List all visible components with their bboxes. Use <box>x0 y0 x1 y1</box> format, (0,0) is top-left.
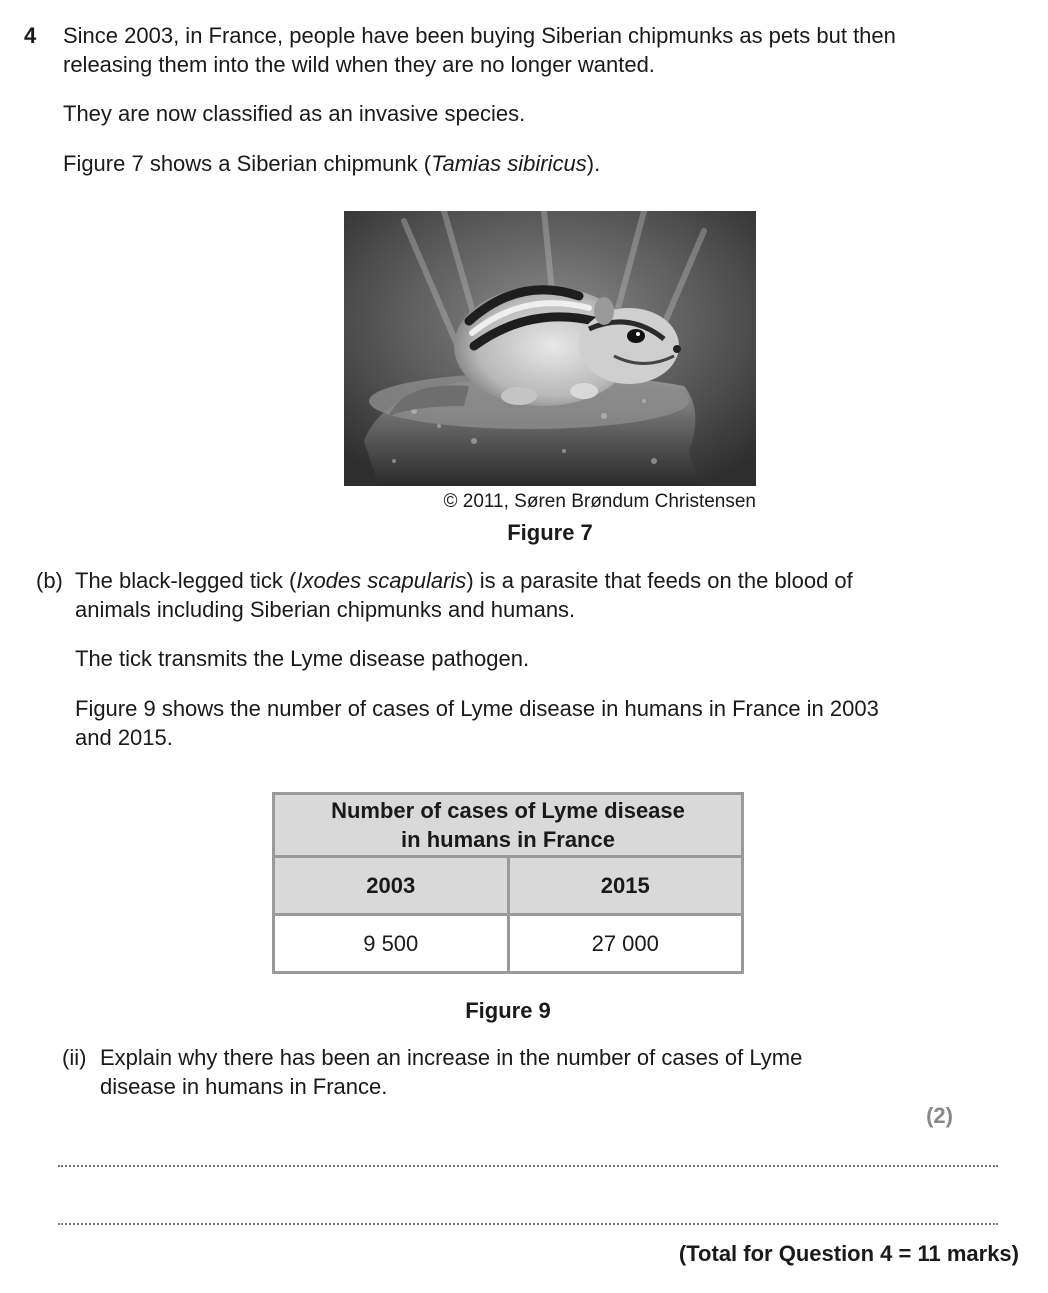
figure7-caption: Figure 7 <box>507 520 593 545</box>
figure9-caption: Figure 9 <box>465 998 551 1023</box>
question-number: 4 <box>24 23 37 48</box>
part-b-line-1-before: The black-legged tick ( <box>75 568 297 593</box>
column-header-2015: 2015 <box>508 857 743 915</box>
part-b-line-1 <box>75 566 955 595</box>
part-b-label: (b) <box>36 568 63 593</box>
figure9-intro-line-1: Figure 9 shows the number of cases of Lyme disease in humans in France in 2003 <box>75 696 879 721</box>
answer-line[interactable] <box>58 1165 998 1167</box>
table-header-row <box>274 857 743 915</box>
figure7-intro <box>63 149 963 178</box>
chipmunk-photo <box>344 211 756 486</box>
figure7-intro-after: ). <box>586 151 601 176</box>
table-title-line-1: Number of cases of Lyme disease <box>331 798 685 823</box>
tick-species: Ixodes scapularis <box>296 568 467 593</box>
table-title-line-2: in humans in France <box>401 827 615 852</box>
chipmunk-illustration <box>344 211 756 486</box>
figure7-intro-before: Figure 7 shows a Siberian chipmunk ( <box>63 151 432 176</box>
column-header-2003: 2003 <box>274 857 509 915</box>
table-title-row <box>274 794 743 857</box>
answer-line[interactable] <box>58 1223 998 1225</box>
intro-line-1: Since 2003, in France, people have been buying Siberian chipmunks as pets but then <box>63 23 896 48</box>
total-marks: (Total for Question 4 = 11 marks) <box>678 1241 1019 1266</box>
part-b-paragraph <box>75 566 955 624</box>
part-ii-question <box>100 1043 880 1101</box>
figure9-intro-line-2: and 2015. <box>75 725 173 750</box>
intro-paragraph <box>63 21 963 79</box>
figure7-species: Tamias sibiricus <box>431 151 587 176</box>
marks-badge: (2) <box>926 1103 953 1128</box>
part-ii-line-2: disease in humans in France. <box>100 1074 388 1099</box>
figure9-intro <box>75 694 955 752</box>
intro-line-2: releasing them into the wild when they are no longer wanted. <box>63 52 655 77</box>
photo-credit: © 2011, Søren Brøndum Christensen <box>443 491 756 512</box>
table-title <box>274 794 743 857</box>
lyme-cases-table <box>272 792 744 974</box>
tick-sentence: The tick transmits the Lyme disease pathogen. <box>75 646 530 671</box>
part-ii-line-1: Explain why there has been an increase in the number of cases of Lyme <box>100 1045 803 1070</box>
part-ii-label: (ii) <box>62 1045 87 1070</box>
value-2015: 27 000 <box>508 915 743 973</box>
invasive-sentence: They are now classified as an invasive species. <box>63 101 526 126</box>
table-row <box>274 915 743 973</box>
value-2003: 9 500 <box>274 915 509 973</box>
part-b-line-1-after: ) is a parasite that feeds on the blood of <box>466 568 853 593</box>
part-b-line-2: animals including Siberian chipmunks and humans. <box>75 597 576 622</box>
